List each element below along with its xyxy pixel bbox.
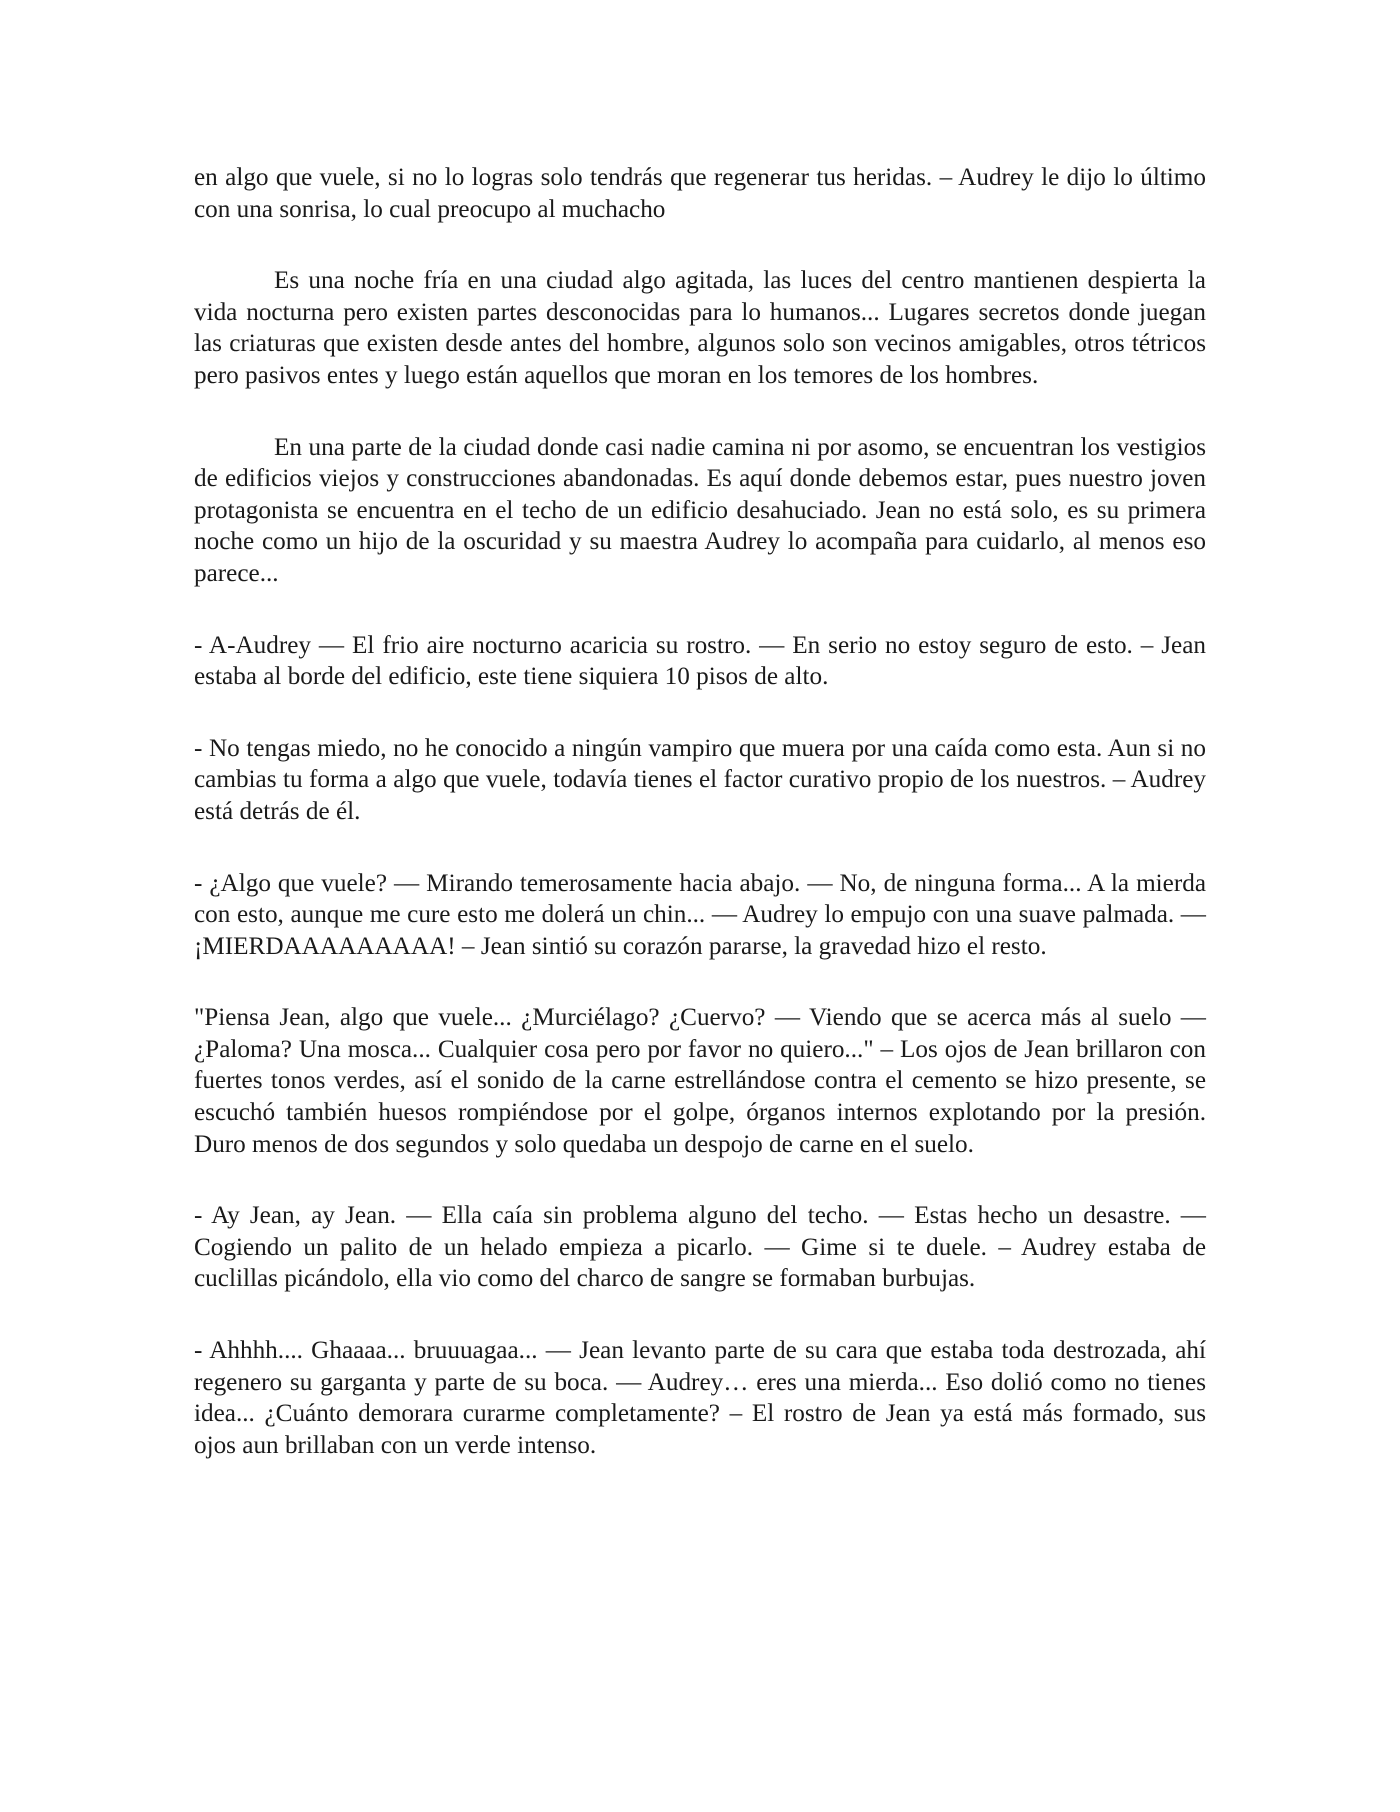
paragraph: - Ay Jean, ay Jean. — Ella caía sin problema alguno del techo. — Estas hecho un desastre. — Cogiendo un palito de un helado empieza a picarlo. — Gime si te duele. – Audrey estaba de cuclillas picándolo, ella vio como del charco de sangre se formaban burbujas. xyxy=(194,1202,1206,1293)
paragraph: - ¿Algo que vuele? — Mirando temerosamente hacia abajo. — No, de ninguna forma... A la mierda con esto, aunque me cure esto me dolerá un chin... — Audrey lo empujo con una suave palmada. — ¡MIERDAAAAAAAAA! – Jean sintió su corazón pararse, la gravedad hizo el resto. xyxy=(194,869,1206,960)
body-text xyxy=(194,162,1206,1461)
paragraph: "Piensa Jean, algo que vuele... ¿Murciélago? ¿Cuervo? — Viendo que se acerca más al suelo — ¿Paloma? Una mosca... Cualquier cosa pero por favor no quiero..." – Los ojos de Jean brillaron con fuertes tonos verdes, así el sonido de la carne estrellándose contra el cemento se hizo presente, se escuchó también huesos rompiéndose por el golpe, órganos internos explotando por la presión. Duro menos de dos segundos y solo quedaba un despojo de carne en el suelo. xyxy=(194,1004,1206,1158)
paragraph: - A-Audrey — El frio aire nocturno acaricia su rostro. — En serio no estoy seguro de esto. – Jean estaba al borde del edificio, este tiene siquiera 10 pisos de alto. xyxy=(194,631,1206,691)
paragraph: - No tengas miedo, no he conocido a ningún vampiro que muera por una caída como esta. Aun si no cambias tu forma a algo que vuele, todavía tienes el factor curativo propio de los nuestros. – Audrey está detrás de él. xyxy=(194,734,1206,825)
paragraph: Es una noche fría en una ciudad algo agitada, las luces del centro mantienen despierta la vida nocturna pero existen partes desconocidas para lo humanos... Lugares secretos donde juegan las criaturas que existen desde antes del hombre, algunos solo son vecinos amigables, otros tétricos pero pasivos entes y luego están aquellos que moran en los temores de los hombres. xyxy=(194,267,1206,389)
paragraph: - Ahhhh.... Ghaaaa... bruuuagaa... — Jean levanto parte de su cara que estaba toda destrozada, ahí regenero su garganta y parte de su boca. — Audrey… eres una mierda... Eso dolió como no tienes idea... ¿Cuánto demorara curarme completamente? – El rostro de Jean ya está más formado, sus ojos aun brillaban con un verde intenso. xyxy=(194,1337,1206,1459)
paragraph: En una parte de la ciudad donde casi nadie camina ni por asomo, se encuentran los vestigios de edificios viejos y construcciones abandonadas. Es aquí donde debemos estar, pues nuestro joven protagonista se encuentra en el techo de un edificio desahuciado. Jean no está solo, es su primera noche como un hijo de la oscuridad y su maestra Audrey lo acompaña para cuidarlo, al menos eso parece... xyxy=(194,433,1206,587)
paragraph: en algo que vuele, si no lo logras solo tendrás que regenerar tus heridas. – Audrey le dijo lo último con una sonrisa, lo cual preocupo al muchacho xyxy=(194,164,1206,223)
